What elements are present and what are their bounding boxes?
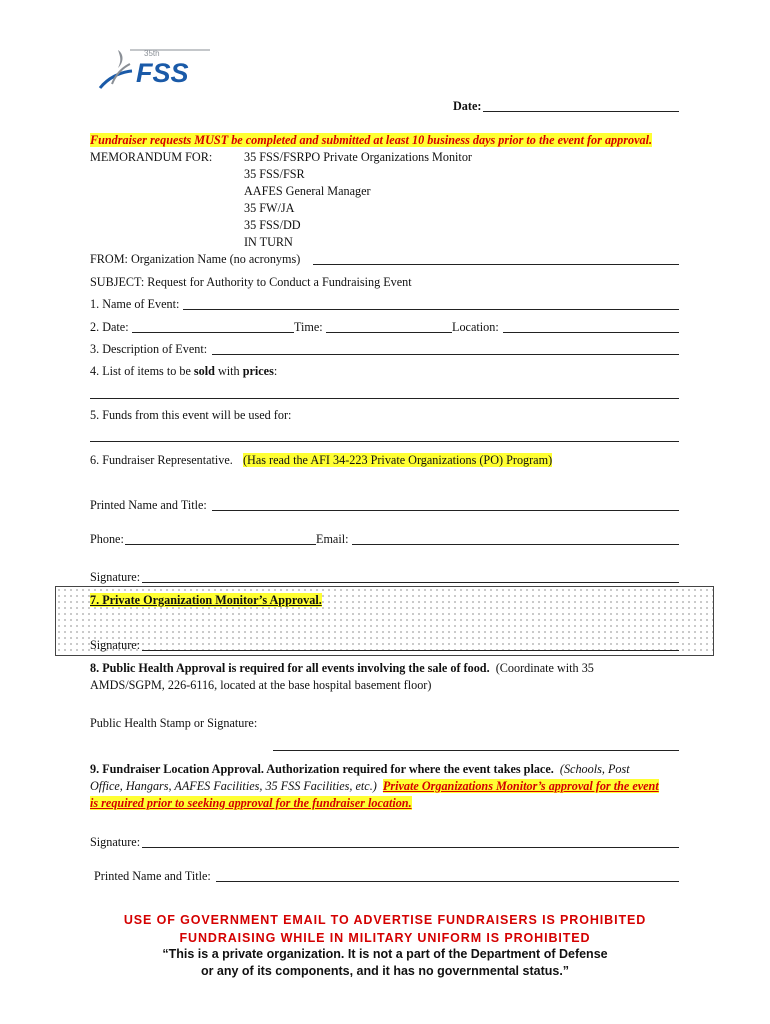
rep-signature-field[interactable]	[142, 582, 679, 583]
fss-logo	[94, 44, 214, 94]
representative-label: 6. Fundraiser Representative.	[90, 453, 233, 467]
event-location-label: Location:	[452, 320, 499, 334]
funds-field[interactable]	[90, 441, 679, 442]
po-signature-field[interactable]	[142, 650, 679, 651]
location-printed-name-label: Printed Name and Title:	[94, 869, 211, 883]
event-date-field[interactable]	[132, 332, 294, 333]
representative-note: (Has read the AFI 34-223 Private Organizations (PO) Program)	[243, 453, 553, 467]
rep-email-field[interactable]	[352, 544, 679, 545]
disclaimer-line2: or any of its components, and it has no governmental status.”	[200, 964, 570, 978]
logo-swoosh	[100, 71, 132, 88]
items-label: 4. List of items to be sold with prices:	[90, 364, 278, 378]
from-label: FROM: Organization Name (no acronyms)	[90, 252, 301, 266]
rep-email-label: Email:	[316, 532, 349, 546]
location-approval-line2: Office, Hangars, AAFES Facilities, 35 FSS Facilities, etc.) Private Organizations Monitor’s approval for the event	[90, 779, 659, 793]
event-location-field[interactable]	[503, 332, 679, 333]
public-health-stamp-label: Public Health Stamp or Signature:	[90, 716, 258, 730]
rep-phone-label: Phone:	[90, 532, 124, 546]
event-date-label: 2. Date:	[90, 320, 129, 334]
memo-recipient: 35 FSS/DD	[244, 218, 301, 232]
subject-line: SUBJECT: Request for Authority to Conduct a Fundraising Event	[90, 275, 412, 289]
rep-printed-name-label: Printed Name and Title:	[90, 498, 207, 512]
disclaimer-line1: “This is a private organization. It is not a part of the Department of Defense	[162, 947, 608, 961]
public-health-line2: AMDS/SGPM, 226-6116, located at the base hospital basement floor)	[90, 678, 432, 692]
logo-small-text: 35th	[144, 49, 160, 58]
location-signature-field[interactable]	[142, 847, 679, 848]
event-description-field[interactable]	[212, 354, 679, 355]
location-approval-line3: is required prior to seeking approval for the fundraiser location.	[90, 796, 412, 810]
memo-recipient: 35 FW/JA	[244, 201, 295, 215]
funds-label: 5. Funds from this event will be used for:	[90, 408, 292, 422]
event-time-label: Time:	[294, 320, 323, 334]
memo-recipient: IN TURN	[244, 235, 293, 249]
email-prohibition-warning: USE OF GOVERNMENT EMAIL TO ADVERTISE FUNDRAISERS IS PROHIBITED	[123, 913, 647, 927]
organization-name-field[interactable]	[313, 264, 679, 265]
event-time-field[interactable]	[326, 332, 452, 333]
location-signature-label: Signature:	[90, 835, 141, 849]
date-field[interactable]	[483, 111, 679, 112]
event-name-label: 1. Name of Event:	[90, 297, 180, 311]
rep-printed-name-field[interactable]	[212, 510, 679, 511]
memo-label: MEMORANDUM FOR:	[90, 150, 213, 164]
rep-signature-label: Signature:	[90, 570, 141, 584]
event-description-label: 3. Description of Event:	[90, 342, 208, 356]
date-label: Date:	[453, 99, 482, 113]
logo-flame-tip	[118, 50, 123, 68]
memo-recipient: 35 FSS/FSRPO Private Organizations Monitor	[244, 150, 472, 164]
po-approval-title: 7. Private Organization Monitor’s Approval.	[90, 593, 322, 607]
items-field[interactable]	[90, 398, 679, 399]
location-printed-name-field[interactable]	[216, 881, 679, 882]
public-health-stamp-field[interactable]	[273, 750, 679, 751]
rep-phone-field[interactable]	[125, 544, 316, 545]
memo-recipient: 35 FSS/FSR	[244, 167, 305, 181]
submission-notice: Fundraiser requests MUST be completed and submitted at least 10 business days prior to the event for approval.	[90, 133, 652, 147]
public-health-line1: 8. Public Health Approval is required for all events involving the sale of food. (Coordinate with 35	[90, 661, 594, 675]
uniform-prohibition-warning: FUNDRAISING WHILE IN MILITARY UNIFORM IS PROHIBITED	[179, 931, 591, 945]
event-name-field[interactable]	[183, 309, 679, 310]
location-approval-line1: 9. Fundraiser Location Approval. Authorization required for where the event takes place. (Schools, Post	[90, 762, 630, 776]
po-signature-label: Signature:	[90, 638, 141, 652]
logo-brand-text: FSS	[136, 58, 189, 88]
memo-recipient: AAFES General Manager	[244, 184, 371, 198]
